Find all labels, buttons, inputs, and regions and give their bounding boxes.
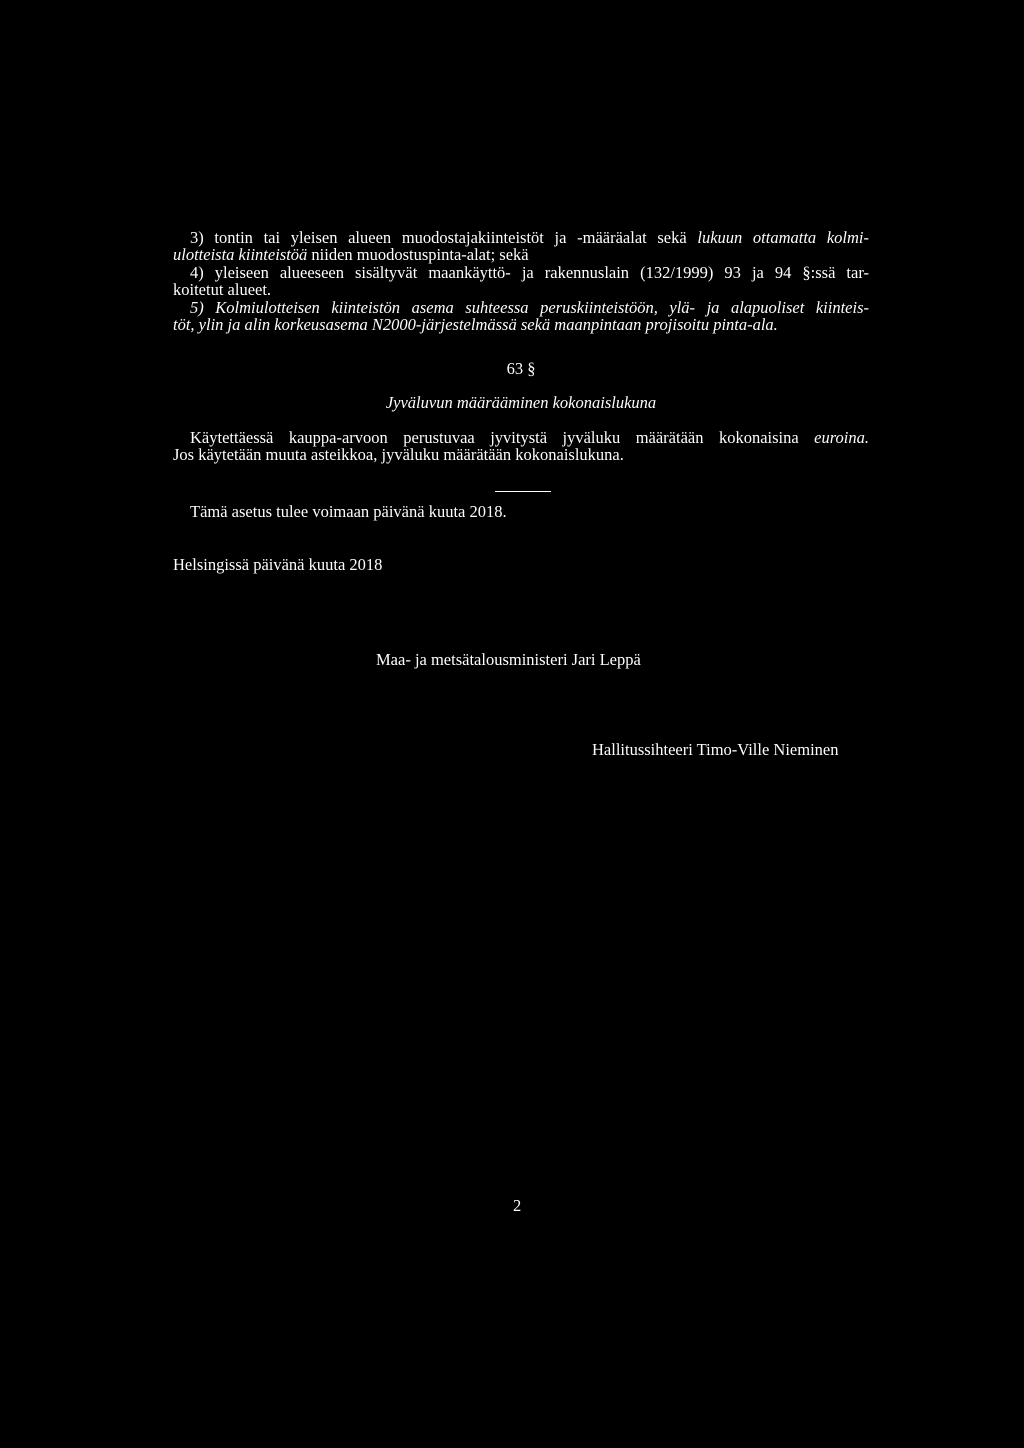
separator-rule — [495, 491, 551, 492]
section-number — [173, 360, 869, 377]
list-items-block — [173, 229, 869, 333]
list-item-4-text-end: :ssä tar- — [810, 262, 869, 282]
page-number: 2 — [513, 1196, 522, 1215]
section-body-text: Käytettäessä kauppa-arvoon perustuvaa jyvitystä jyväluku määrätään kokonaisina — [190, 428, 815, 447]
place-and-date: Helsingissä päivänä kuuta 2018 — [173, 555, 383, 574]
section-symbol: § — [527, 359, 536, 378]
list-item-4-line-1 — [173, 264, 869, 281]
list-item-5-line-2 — [173, 316, 869, 333]
list-item-3-text: 3) tontin tai yleisen alueen muodostajakiinteistöt ja -määräalat sekä — [190, 228, 698, 247]
section-body-line-2: Jos käytetään muuta asteikkoa, jyväluku määrätään kokonaislukuna. — [173, 445, 624, 465]
secretary-signature: Hallitussihteeri Timo-Ville Nieminen — [592, 740, 839, 759]
section-body — [173, 429, 869, 464]
entry-into-force: Tämä asetus tulee voimaan päivänä kuuta 2018. — [190, 502, 507, 521]
list-item-4-text: 4) yleiseen alueeseen sisältyvät maankäyttö- ja rakennuslain (132/1999) 93 ja 94 — [190, 262, 803, 282]
section-heading: Jyväluvun määrääminen kokonaislukuna — [385, 393, 657, 412]
list-item-5-text: 5) Kolmiulotteisen kiinteistön asema suhteessa peruskiinteistöön, ylä- ja alapuoliset kiinteis- — [190, 297, 869, 317]
list-item-4-continuation: koitetut alueet. — [173, 280, 272, 300]
section-body-line-1 — [173, 429, 869, 446]
minister-signature: Maa- ja metsätalousministeri Jari Leppä — [376, 650, 641, 669]
section-number-value: 63 — [506, 359, 524, 378]
list-item-3-italic-continuation: ulotteista kiinteistöä — [173, 245, 308, 265]
list-item-5-continuation: töt, ylin ja alin korkeusasema N2000-järjestelmässä sekä maanpintaan projisoitu pinta-ala. — [173, 315, 778, 335]
list-item-5-line-1 — [173, 299, 869, 316]
list-item-3-line-2 — [173, 246, 869, 263]
section-symbol-inline: § — [802, 262, 811, 282]
list-item-3-italic-text: lukuun ottamatta kolmi- — [697, 228, 869, 247]
list-item-3-line-1 — [173, 229, 869, 246]
list-item-3-continuation: niiden muodostuspinta-alat; sekä — [307, 245, 529, 265]
section-body-italic-text: euroina. — [814, 428, 869, 447]
list-item-4-line-2 — [173, 281, 869, 298]
